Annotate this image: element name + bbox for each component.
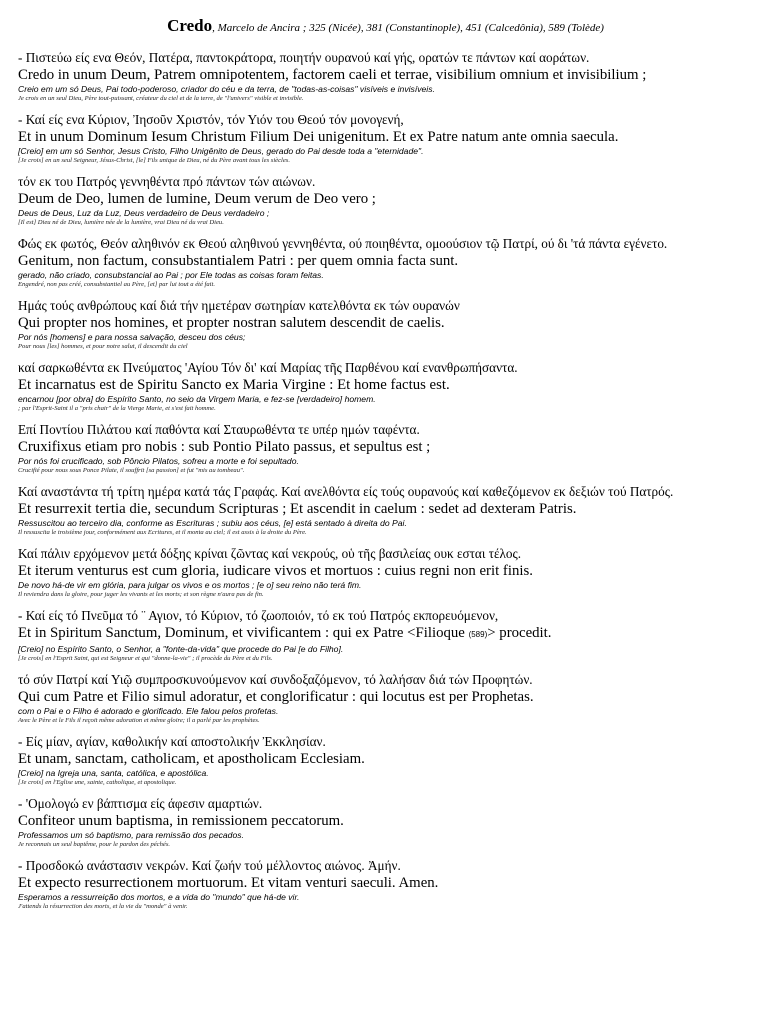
greek-line: Καί αναστάντα τή τρίτη ημέρα κατά τάς Γραφάς. Καί ανελθόντα είς τούς ουρανούς καί καθεζόμενον εκ δεξιών τού Πατρός. bbox=[18, 484, 674, 499]
document-page bbox=[18, 16, 753, 920]
latin-line: Credo in unum Deum, Patrem omnipotentem, factorem caeli et terrae, visibilium omnium et invisibilium ; bbox=[18, 67, 647, 83]
greek-line: Καί πάλιν ερχόμενον μετά δόξης κρίναι ζῶντας καί νεκρούς, οὑ τῆς βασιλείας ουκ εσται τέλος. bbox=[18, 546, 522, 561]
latin-line: Et incarnatus est de Spiritu Sancto ex Maria Virgine : Et home factus est. bbox=[18, 377, 450, 393]
greek-line: - Καί είς ενα Κύριον, Ἰησοῦν Χριστόν, τόν Υιόν του Θεού τόν μονογενή, bbox=[18, 112, 404, 127]
latin-line bbox=[18, 624, 753, 644]
stanza bbox=[18, 858, 753, 911]
portuguese-line: [Creio] na Igreja una, santa, católica, e apostólica. bbox=[18, 768, 209, 778]
french-line: Pour nous [les] hommes, et pour notre salut, il descendit du ciel bbox=[18, 343, 188, 350]
french-line: [Je crois] en l'Esprit Saint, qui est Seigneur et qui "donne-la-vie" ; il procède du Père et du Fils. bbox=[18, 655, 273, 662]
latin-line-end: > procedit. bbox=[487, 625, 552, 641]
stanza bbox=[18, 174, 753, 227]
stanza bbox=[18, 360, 753, 413]
stanza bbox=[18, 546, 753, 599]
latin-line: Genitum, non factum, consubstantialem Patri : per quem omnia facta sunt. bbox=[18, 253, 459, 269]
stanza bbox=[18, 112, 753, 165]
french-line: J'attends la résurrection des morts, et la vie du "monde" à venir. bbox=[18, 903, 188, 910]
stanza bbox=[18, 236, 753, 289]
portuguese-line: encarnou [por obra] do Espírito Santo, no seio da Virgem Maria, e fez-se [verdadeiro] homem. bbox=[18, 394, 376, 404]
stanza bbox=[18, 298, 753, 351]
french-line: Je reconnais un seul baptême, pour le pardon des péchés. bbox=[18, 841, 171, 848]
french-line: Il ressuscita le troisième jour, conformément aux Ecritures, et il monta au ciel; il est assis à la droite du Père. bbox=[18, 529, 307, 536]
greek-line: Ημάς τούς ανθρώπους καί διά τήν ημετέραν σωτηρίαν κατελθόντα εκ τών ουρανών bbox=[18, 298, 460, 313]
latin-line: Cruxifixus etiam pro nobis : sub Pontio Pilato passus, et sepultus est ; bbox=[18, 439, 431, 455]
greek-line: τό σύν Πατρί καί Υιῷ συμπροσκυνούμενον καί συνδοξαζόμενον, τό λαλήσαν διά τών Προφητών. bbox=[18, 672, 533, 687]
latin-line: Confiteor unum baptisma, in remissionem peccatorum. bbox=[18, 813, 344, 829]
portuguese-line: com o Pai e o Filho é adorado e glorificado. Ele falou pelos profetas. bbox=[18, 706, 279, 716]
latin-line: Et resurrexit tertia die, secundum Scripturas ; Et ascendit in caelum : sedet ad dexteram Patris. bbox=[18, 501, 577, 517]
greek-line: - Πιστεύω είς ενα Θεόν, Πατέρα, παντοκράτορα, ποιητήν ουρανού καί γής, ορατών τε πάντων καί αοράτων. bbox=[18, 50, 590, 65]
year-annotation: (589) bbox=[468, 630, 488, 639]
portuguese-line: Professamos um só baptismo, para remissão dos pecados. bbox=[18, 830, 244, 840]
greek-line: Επί Ποντίου Πιλάτου καί παθόντα καί Σταυρωθέντα τε υπέρ ημών ταφέντα. bbox=[18, 422, 420, 437]
french-line: Crucifié pour nous sous Ponce Pilate, il souffrit [sa passion] et fut "mis au tombeau". bbox=[18, 467, 245, 474]
french-line: Il reviendra dans la gloire, pour juger les vivants et les morts; et son règne n'aura pas de fin. bbox=[18, 591, 264, 598]
stanza bbox=[18, 50, 753, 103]
stanza bbox=[18, 796, 753, 849]
latin-line: Et iterum venturus est cum gloria, iudicare vivos et mortuos : cuius regni non erit finis. bbox=[18, 563, 533, 579]
french-line: [Je crois] en un seul Seigneur, Jésus-Christ, [le] Fils unique de Dieu, né du Père avant tous les siècles. bbox=[18, 157, 291, 164]
portuguese-line: Esperamos a ressurreição dos mortos, e a vida do "mundo" que há-de vir. bbox=[18, 892, 300, 902]
portuguese-line: Deus de Deus, Luz da Luz, Deus verdadeiro de Deus verdadeiro ; bbox=[18, 208, 270, 218]
greek-line: Φώς εκ φωτός, Θεόν αληθινόν εκ Θεού αληθινού γεννηθέντα, ού ποιηθέντα, ομοούσιον τῷ Πατρί, ού δι 'τά πάντα εγένετο. bbox=[18, 236, 668, 251]
french-line: [Il est] Dieu né de Dieu, lumière née de la lumière, vrai Dieu né du vrai Dieu. bbox=[18, 219, 224, 226]
french-line: Engendré, non pas créé, consubstantiel au Père, [et] par lui tout a été fait. bbox=[18, 281, 215, 288]
portuguese-line: [Creio] no Espírito Santo, o Senhor, a "fonte-da-vida" que procede do Pai [e do Filho]. bbox=[18, 644, 344, 654]
page-title bbox=[18, 16, 753, 36]
latin-line: Qui propter nos homines, et propter nostran salutem descendit de caelis. bbox=[18, 315, 445, 331]
greek-line: - 'Ομολογώ εν βάπτισμα είς άφεσιν αμαρτιών. bbox=[18, 796, 263, 811]
greek-line: - Είς μίαν, αγίαν, καθολικήν καί αποστολικήν Ἐκκλησίαν. bbox=[18, 734, 326, 749]
french-line: Avec le Père et le Fils il reçoit même adoration et même gloire; il a parlé par les prophètes. bbox=[18, 717, 260, 724]
latin-line: Et unam, sanctam, catholicam, et apostholicam Ecclesiam. bbox=[18, 751, 365, 767]
portuguese-line: Por nós [homens] e para nossa salvação, desceu dos céus; bbox=[18, 332, 246, 342]
title-main: Credo bbox=[167, 16, 213, 35]
french-line: [Je crois] en l'Eglise une, sainte, catholique, et apostolique. bbox=[18, 779, 177, 786]
latin-line: Et expecto resurrectionem mortuorum. Et vitam venturi saeculi. Amen. bbox=[18, 875, 439, 891]
greek-line: - Προσδοκώ ανάστασιν νεκρών. Καί ζωήν τού μέλλοντος αιώνος. Ἀμήν. bbox=[18, 858, 401, 873]
latin-line: Deum de Deo, lumen de lumine, Deum verum de Deo vero ; bbox=[18, 191, 376, 207]
french-line: Je crois en un seul Dieu, Père tout-puissant, créateur du ciel et de la terre, de "l'univers" visible et invisible. bbox=[18, 95, 304, 102]
greek-line: καί σαρκωθέντα εκ Πνεύματος 'Αγίου Τόν δι' καί Μαρίας τῆς Παρθένου καί ενανθρωπήσαντα. bbox=[18, 360, 518, 375]
stanza bbox=[18, 422, 753, 475]
title-sources: , Marcelo de Ancira ; 325 (Nicée), 381 (Constantinople), 451 (Calcedônia), 589 (Tolède) bbox=[212, 22, 604, 34]
portuguese-line: Creio em um só Deus, Pai todo-poderoso, criador do céu e da terra, de "todas-as-coisas" visíveis e invisíveis. bbox=[18, 84, 435, 94]
latin-line-text: Et in Spiritum Sanctum, Dominum, et vivificantem : qui ex Patre <Filioque bbox=[18, 625, 465, 641]
greek-line: τόν εκ του Πατρός γεννηθέντα πρό πάντων τών αιώνων. bbox=[18, 174, 316, 189]
greek-line: - Καί είς τό Πνεῦμα τό ¨ Αγιον, τό Κύριον, τό ζωοποιόν, τό εκ τού Πατρός εκπορευόμενον, bbox=[18, 608, 499, 623]
latin-line: Et in unum Dominum Iesum Christum Filium Dei unigenitum. Et ex Patre natum ante omnia saecula. bbox=[18, 129, 619, 145]
latin-line: Qui cum Patre et Filio simul adoratur, et conglorificatur : qui locutus est per Prophetas. bbox=[18, 689, 534, 705]
portuguese-line: Ressuscitou ao terceiro dia, conforme as Escrituras ; subiu aos céus, [e] está sentado à direita do Pai. bbox=[18, 518, 407, 528]
stanza bbox=[18, 734, 753, 787]
portuguese-line: gerado, não criado, consubstancial ao Pai ; por Ele todas as coisas foram feitas. bbox=[18, 270, 324, 280]
stanza bbox=[18, 484, 753, 537]
stanza bbox=[18, 608, 753, 663]
portuguese-line: [Creio] em um só Senhor, Jesus Cristo, Filho Unigênito de Deus, gerado do Pai desde toda a "eternidade". bbox=[18, 146, 424, 156]
stanza bbox=[18, 672, 753, 725]
portuguese-line: De novo há-de vir em glória, para julgar os vivos e os mortos ; [e o] seu reino não terá fim. bbox=[18, 580, 362, 590]
portuguese-line: Por nós foi crucificado, sob Pôncio Pilatos, sofreu a morte e foi sepultado. bbox=[18, 456, 299, 466]
french-line: ; par l'Esprit-Saint il a "pris chair" de la Vierge Marie, et s'est fait homme. bbox=[18, 405, 216, 412]
